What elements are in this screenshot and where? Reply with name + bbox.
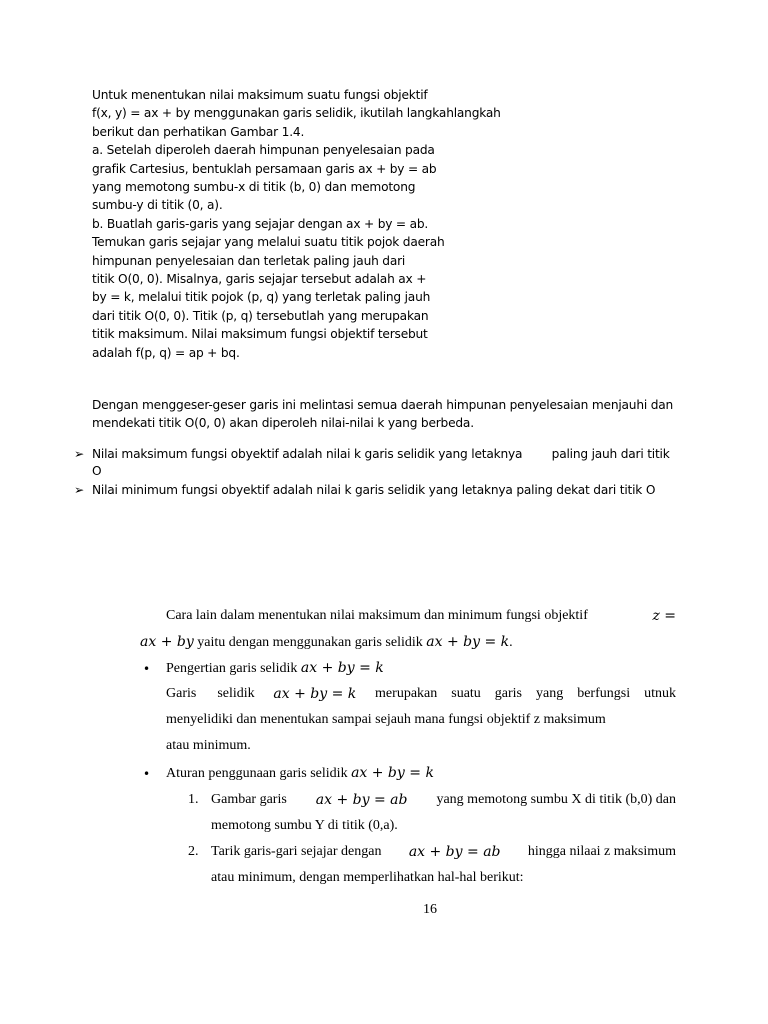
bullet-dot-icon: • <box>143 767 151 781</box>
math-expression: ax + by = k <box>426 634 510 650</box>
arrow-bullet-icon: ➢ <box>74 483 85 497</box>
bullet-text: Nilai minimum fungsi obyektif adalah nilai k garis selidik yang letaknya paling dekat dari titik O <box>92 483 656 497</box>
list-item <box>211 844 676 860</box>
arrow-bullet-icon: ➢ <box>74 447 85 461</box>
body-text: merupakan suatu garis yang berfungsi utnuk <box>375 686 676 701</box>
list-number: 2. <box>188 844 199 859</box>
list-number: 1. <box>188 792 199 807</box>
text-line: by = k, melalui titik pojok (p, q) yang terletak paling jauh <box>92 290 431 304</box>
body-line: atau minimum. <box>166 738 251 753</box>
body-text: Garis selidik <box>166 686 255 701</box>
bullet-heading <box>166 765 434 782</box>
text-line: dari titik O(0, 0). Titik (p, q) tersebutlah yang merupakan <box>92 309 429 323</box>
list-item <box>74 446 676 480</box>
text-line: a. Setelah diperoleh daerah himpunan penyelesaian pada <box>92 143 435 157</box>
text-line: berikut dan perhatikan Gambar 1.4. <box>92 125 305 139</box>
text-line: grafik Cartesius, bentuklah persamaan garis ax + by = ab <box>92 162 437 176</box>
item-line: memotong sumbu Y di titik (0,a). <box>211 818 398 833</box>
text-line: adalah f(p, q) = ap + bq. <box>92 346 240 360</box>
text-line: Untuk menentukan nilai maksimum suatu fungsi objektif <box>92 88 428 102</box>
text-line: yang memotong sumbu-x di titik (b, 0) dan memotong <box>92 180 416 194</box>
text-line: Temukan garis sejajar yang melalui suatu titik pojok daerah <box>92 235 445 249</box>
math-expression: ax + by = ab <box>408 844 501 860</box>
math-expression: ax + by = k <box>273 686 357 702</box>
math-expression: ax + by <box>140 634 194 650</box>
body-line: menyelidiki dan menentukan sampai sejauh mana fungsi objektif z maksimum <box>166 712 606 727</box>
text-line: b. Buatlah garis-garis yang sejajar dengan ax + by = ab. <box>92 217 429 231</box>
bullet-label: Aturan penggunaan garis selidik <box>166 766 348 781</box>
text-line: titik maksimum. Nilai maksimum fungsi objektif tersebut <box>92 327 428 341</box>
text-line: himpunan penyelesaian dan terletak paling jauh dari <box>92 254 406 268</box>
item-text: hingga nilaai z maksimum <box>527 844 676 859</box>
intro-line <box>166 608 676 624</box>
math-expression: ax + by = ab <box>315 792 408 808</box>
math-expression: ax + by = k <box>300 660 384 676</box>
bullet-label: Pengertian garis selidik <box>166 661 298 676</box>
list-item <box>74 482 676 499</box>
text-line: titik O(0, 0). Misalnya, garis sejajar tersebut adalah ax + <box>92 272 427 286</box>
list-item <box>211 792 676 808</box>
math-expression: z = <box>652 608 676 624</box>
text-line: f(x, y) = ax + by menggunakan garis selidik, ikutilah langkahlangkah <box>92 106 501 120</box>
intro-text: Cara lain dalam menentukan nilai maksimum dan minimum fungsi objektif <box>166 608 588 623</box>
text-line: sumbu-y di titik (0, a). <box>92 198 223 212</box>
period: . <box>509 635 513 650</box>
bullet-heading <box>166 660 384 677</box>
body-line <box>166 686 676 702</box>
item-text: Tarik garis-gari sejajar dengan <box>211 844 382 859</box>
item-text: Gambar garis <box>211 792 287 807</box>
page-number: 16 <box>423 902 437 917</box>
math-expression: ax + by = k <box>351 765 434 781</box>
intro-text: yaitu dengan menggunakan garis selidik <box>197 635 423 650</box>
bullet-text: Nilai maksimum fungsi obyektif adalah nilai k garis selidik yang letaknya paling jauh dari titik O <box>92 447 674 478</box>
paragraph: Dengan menggeser-geser garis ini melintasi semua daerah himpunan penyelesaian menjauhi dan mendekati titik O(0, 0) akan diperoleh nilai-nilai k yang berbeda. <box>92 398 674 430</box>
item-text: yang memotong sumbu X di titik (b,0) dan <box>436 792 676 807</box>
bullet-dot-icon: • <box>143 662 151 676</box>
intro-line <box>140 634 513 651</box>
item-line: atau minimum, dengan memperlihatkan hal-hal berikut: <box>211 870 524 885</box>
